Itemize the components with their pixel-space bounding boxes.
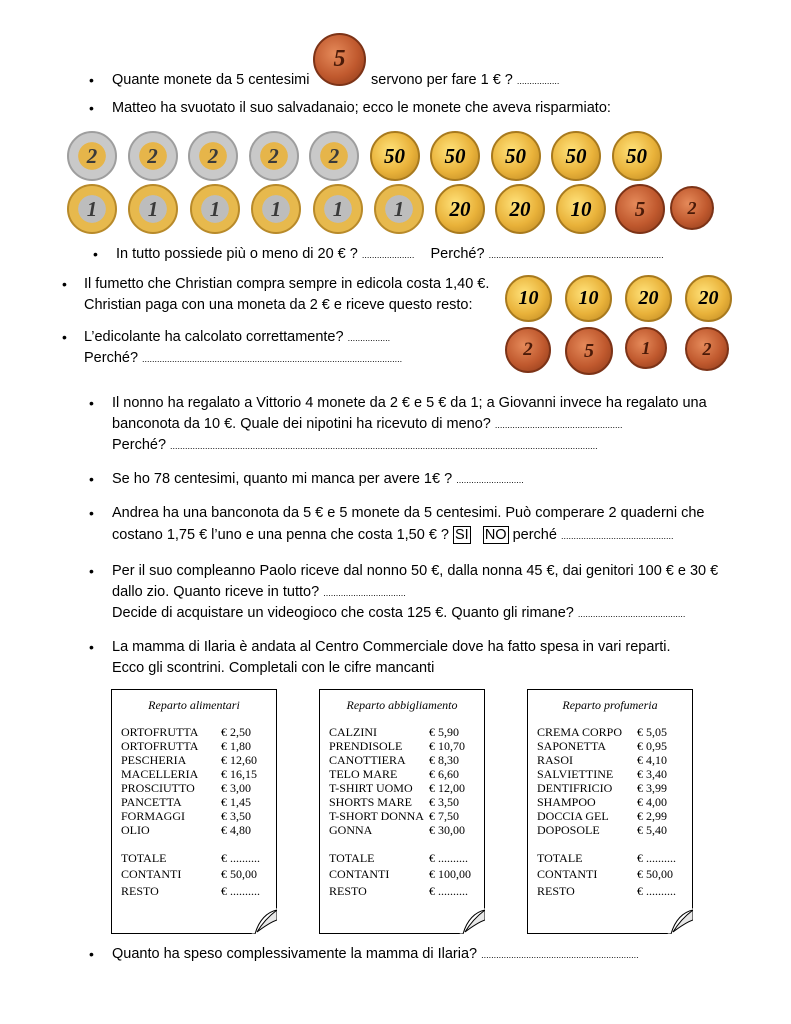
si-checkbox[interactable]: SI <box>455 527 469 543</box>
coin-value-label: 1 <box>393 196 405 221</box>
coin-50-icon <box>551 131 601 181</box>
coin-1-icon <box>313 184 363 234</box>
coin-2-icon <box>505 327 551 373</box>
q2-text: Matteo ha svuotato il suo salvadanaio; ecco le monete che aveva risparmiato: <box>112 100 611 116</box>
coin-value-label: 2 <box>86 143 98 168</box>
coin-2-icon <box>128 131 178 181</box>
item-name: RASOI <box>537 753 574 767</box>
coin-value-label: 2 <box>687 197 697 218</box>
receipt-item-row <box>121 781 266 795</box>
item-price: € 8,30 <box>429 753 459 767</box>
item-price: € 3,50 <box>429 795 459 809</box>
receipt-contanti-row <box>329 867 474 881</box>
item-name: CANOTTIERA <box>329 753 406 767</box>
coin-1-icon <box>251 184 301 234</box>
item-name: DENTIFRICIO <box>537 781 613 795</box>
why-label: Perché? <box>84 350 139 366</box>
receipt-resto-row <box>121 884 266 898</box>
receipt-item-row <box>329 809 474 823</box>
bullet: • <box>62 329 67 345</box>
coin-value-label: 1 <box>86 196 98 221</box>
totale-value[interactable]: € .......... <box>429 851 468 865</box>
receipt-item-row <box>121 753 266 767</box>
receipt-title: Reparto alimentari <box>148 698 240 712</box>
contanti-label: CONTANTI <box>537 867 598 881</box>
coin-value-label: 2 <box>207 143 219 168</box>
coin-value-label: 50 <box>384 143 405 168</box>
receipt-totale-row <box>121 851 266 865</box>
resto-value[interactable]: € .......... <box>429 884 468 898</box>
item-price: € 2,50 <box>221 725 251 739</box>
coin-value-label: 1 <box>270 196 282 221</box>
item-price: € 4,80 <box>221 823 251 837</box>
coin-value-label: 10 <box>578 287 599 309</box>
answer-dots: ........................................................................................................ <box>142 354 403 364</box>
receipt-3 <box>527 689 693 934</box>
coin-50-icon <box>612 131 662 181</box>
receipt-item-row <box>121 767 266 781</box>
receipt-totale-row <box>329 851 474 865</box>
item-name: SHORTS MARE <box>329 795 412 809</box>
resto-label: RESTO <box>329 884 367 898</box>
bullet: • <box>62 276 67 292</box>
answer-dots: ........................... <box>456 475 524 485</box>
item-name: T-SHORT DONNA <box>329 809 424 823</box>
totale-label: TOTALE <box>121 851 167 865</box>
coin-20-icon <box>625 275 672 322</box>
receipt-item-row <box>329 823 474 837</box>
coin-value-label: 1 <box>209 196 221 221</box>
answer-dots: ................. <box>516 76 560 86</box>
answer-dots: ............................................................... <box>481 950 639 960</box>
perche-label: perché <box>512 527 557 543</box>
item-price: € 5,90 <box>429 725 459 739</box>
coin-value-label: 5 <box>584 339 594 362</box>
receipt-item-row <box>537 753 682 767</box>
item-name: PANCETTA <box>121 795 182 809</box>
coin-value-label: 1 <box>332 196 344 221</box>
q1-text-after: servono per fare 1 € ? <box>371 72 513 88</box>
q3-text: In tutto possiede più o meno di 20 € ? <box>116 246 358 262</box>
receipt-contanti-row <box>537 867 682 881</box>
coin-value-label: 20 <box>509 196 531 221</box>
coin-5-cent-icon: 5 <box>313 33 366 86</box>
coin-20-icon <box>685 275 732 322</box>
item-price: € 4,10 <box>637 753 667 767</box>
receipt-totale-row <box>537 851 682 865</box>
coin-50-icon <box>370 131 420 181</box>
coin-value-label: 5 <box>634 196 646 221</box>
item-price: € 12,00 <box>429 781 465 795</box>
answer-dots: ...................................................................... <box>488 250 664 260</box>
coin-value-label: 50 <box>505 143 526 168</box>
item-price: € 1,45 <box>221 795 251 809</box>
coin-20-icon <box>435 184 485 234</box>
coin-1-icon <box>190 184 240 234</box>
receipt-resto-row <box>537 884 682 898</box>
item-name: DOCCIA GEL <box>537 809 609 823</box>
receipt-item-row <box>537 725 682 739</box>
item-name: ORTOFRUTTA <box>121 725 199 739</box>
receipt-item-row <box>121 809 266 823</box>
item-price: € 5,40 <box>637 823 667 837</box>
bullet: • <box>89 946 94 962</box>
resto-label: RESTO <box>121 884 159 898</box>
item-name: DOPOSOLE <box>537 823 600 837</box>
coin-2-icon <box>309 131 359 181</box>
q8-line2: costano 1,75 € l’uno e una penna che costa 1,50 € ? <box>112 527 449 543</box>
receipt-item-row <box>537 795 682 809</box>
receipt-title: Reparto profumeria <box>562 698 658 712</box>
item-price: € 16,15 <box>221 767 257 781</box>
item-name: PESCHERIA <box>121 753 187 767</box>
bullet: • <box>89 395 94 411</box>
receipt-item-row <box>121 725 266 739</box>
item-price: € 3,50 <box>221 809 251 823</box>
coin-value-label: 1 <box>147 196 159 221</box>
page-curl-icon <box>459 908 485 934</box>
bullet: • <box>89 639 94 655</box>
totale-label: TOTALE <box>537 851 583 865</box>
item-name: MACELLERIA <box>121 767 199 781</box>
coin-2-icon <box>188 131 238 181</box>
receipt-1 <box>111 689 277 934</box>
why-label: Perché? <box>112 437 167 453</box>
why-label: Perché? <box>430 246 485 262</box>
bullet: • <box>89 471 94 487</box>
item-price: € 3,99 <box>637 781 667 795</box>
receipt-item-row <box>121 739 266 753</box>
q1-text-before: Quante monete da 5 centesimi <box>112 72 310 88</box>
coin-1-icon <box>374 184 424 234</box>
item-name: OLIO <box>121 823 150 837</box>
coin-5-icon <box>565 327 613 375</box>
receipt-item-row <box>537 739 682 753</box>
q11-text: Quanto ha speso complessivamente la mamma di Ilaria? <box>112 946 478 962</box>
bullet: • <box>89 563 94 579</box>
q6-line1: Il nonno ha regalato a Vittorio 4 monete da 2 € e 5 € da 1; a Giovanni invece ha regalato una <box>112 395 707 411</box>
contanti-value: € 50,00 <box>221 867 257 881</box>
receipt-contanti-row <box>121 867 266 881</box>
receipt-item-row <box>329 767 474 781</box>
item-name: GONNA <box>329 823 373 837</box>
item-price: € 1,80 <box>221 739 251 753</box>
answer-dots: ..................... <box>361 250 415 260</box>
bullet: • <box>89 505 94 521</box>
receipt-item-row <box>121 823 266 837</box>
contanti-value: € 50,00 <box>637 867 673 881</box>
item-price: € 0,95 <box>637 739 667 753</box>
coin-value-label: 2 <box>147 143 158 168</box>
coin-value-label: 20 <box>698 287 719 309</box>
q6-line2: banconota da 10 €. Quale dei nipotini ha ricevuto di meno? <box>112 416 491 432</box>
coin-2-icon <box>67 131 117 181</box>
coin-value-label: 2 <box>268 143 279 168</box>
coin-value-label: 20 <box>638 287 659 309</box>
coin-10-icon <box>565 275 612 322</box>
coin-value-label: 2 <box>523 339 533 360</box>
item-price: € 4,00 <box>637 795 667 809</box>
item-name: T-SHIRT UOMO <box>329 781 413 795</box>
coin-10-icon <box>556 184 606 234</box>
page-curl-icon <box>251 908 277 934</box>
item-price: € 6,60 <box>429 767 459 781</box>
resto-value[interactable]: € .......... <box>637 884 676 898</box>
coin-value-label: 50 <box>565 143 587 168</box>
resto-value[interactable]: € .......... <box>221 884 260 898</box>
receipt-item-row <box>537 781 682 795</box>
coin-1-icon <box>625 327 667 369</box>
coin-value-label: 10 <box>570 196 592 221</box>
coin-2-icon <box>670 186 714 230</box>
q4-line2: Christian paga con una moneta da 2 € e riceve questo resto: <box>84 297 473 313</box>
totale-value[interactable]: € .......... <box>637 851 676 865</box>
receipt-2 <box>319 689 485 934</box>
coin-value-label: 20 <box>449 196 471 221</box>
contanti-value: € 100,00 <box>429 867 471 881</box>
bullet: • <box>93 246 98 262</box>
item-name: SHAMPOO <box>537 795 596 809</box>
item-name: SAPONETTA <box>537 739 607 753</box>
item-price: € 12,60 <box>221 753 257 767</box>
coin-1-icon <box>67 184 117 234</box>
item-name: FORMAGGI <box>121 809 186 823</box>
contanti-label: CONTANTI <box>329 867 390 881</box>
coin-value-label: 50 <box>444 143 466 168</box>
answer-dots: ........................................................................................................................................................................... <box>170 441 598 451</box>
coin-value-label: 1 <box>641 337 651 358</box>
answer-dots: ........................................... <box>577 609 686 619</box>
q9-line1: Per il suo compleanno Paolo riceve dal nonno 50 €, dalla nonna 45 €, dai genitori 100 € e 30 € <box>112 563 719 579</box>
receipt-title: Reparto abbigliamento <box>346 698 458 712</box>
q8-line1: Andrea ha una banconota da 5 € e 5 monete da 5 centesimi. Può comperare 2 quaderni che <box>112 505 705 521</box>
receipt-item-row <box>537 809 682 823</box>
answer-dots: ............................................. <box>560 531 674 541</box>
item-price: € 2,99 <box>637 809 667 823</box>
bullet: • <box>89 100 94 116</box>
totale-value[interactable]: € .......... <box>221 851 260 865</box>
receipt-item-row <box>329 781 474 795</box>
item-price: € 7,50 <box>429 809 459 823</box>
coin-20-icon <box>495 184 545 234</box>
receipt-item-row <box>329 739 474 753</box>
receipt-resto-row <box>329 884 474 898</box>
item-name: CALZINI <box>329 725 377 739</box>
q9-line3: Decide di acquistare un videogioco che costa 125 €. Quanto gli rimane? <box>112 605 574 621</box>
page-curl-icon <box>667 908 693 934</box>
coin-50-icon <box>491 131 541 181</box>
coin-5-icon <box>615 184 665 234</box>
q7-text: Se ho 78 centesimi, quanto mi manca per avere 1€ ? <box>112 471 453 487</box>
contanti-label: CONTANTI <box>121 867 182 881</box>
item-price: € 3,40 <box>637 767 667 781</box>
coin-value-label: 2 <box>328 143 340 168</box>
bullet: • <box>89 72 94 88</box>
totale-label: TOTALE <box>329 851 375 865</box>
receipt-item-row <box>537 823 682 837</box>
answer-dots: ................. <box>347 333 391 343</box>
item-name: PROSCIUTTO <box>121 781 195 795</box>
coin-1-icon <box>128 184 178 234</box>
receipt-item-row <box>329 753 474 767</box>
no-checkbox[interactable]: NO <box>484 527 507 543</box>
item-name: TELO MARE <box>329 767 398 781</box>
item-price: € 3,00 <box>221 781 251 795</box>
resto-label: RESTO <box>537 884 575 898</box>
coin-10-icon <box>505 275 552 322</box>
receipt-item-row <box>329 725 474 739</box>
item-price: € 30,00 <box>429 823 465 837</box>
coin-value-label: 2 <box>702 338 712 359</box>
item-price: € 5,05 <box>637 725 667 739</box>
answer-dots: ................................. <box>323 588 406 598</box>
coin-value-label: 50 <box>626 143 647 168</box>
coin-value-label: 10 <box>518 287 539 309</box>
q5-text: L’edicolante ha calcolato correttamente? <box>84 329 344 345</box>
q10-line1: La mamma di Ilaria è andata al Centro Commerciale dove ha fatto spesa in vari reparti. <box>112 639 671 655</box>
item-price: € 10,70 <box>429 739 465 753</box>
q9-line2: dallo zio. Quanto riceve in tutto? <box>112 584 320 600</box>
item-name: SALVIETTINE <box>537 767 614 781</box>
coin-2-icon <box>249 131 299 181</box>
receipt-item-row <box>537 767 682 781</box>
coin-50-icon <box>430 131 480 181</box>
coin-2-icon <box>685 327 729 371</box>
receipt-item-row <box>121 795 266 809</box>
q10-line2: Ecco gli scontrini. Completali con le cifre mancanti <box>112 660 435 676</box>
q4-line1: Il fumetto che Christian compra sempre in edicola costa 1,40 €. <box>84 276 490 292</box>
item-name: CREMA CORPO <box>537 725 623 739</box>
receipt-item-row <box>329 795 474 809</box>
item-name: PRENDISOLE <box>329 739 403 753</box>
item-name: ORTOFRUTTA <box>121 739 199 753</box>
answer-dots: ................................................... <box>494 420 623 430</box>
